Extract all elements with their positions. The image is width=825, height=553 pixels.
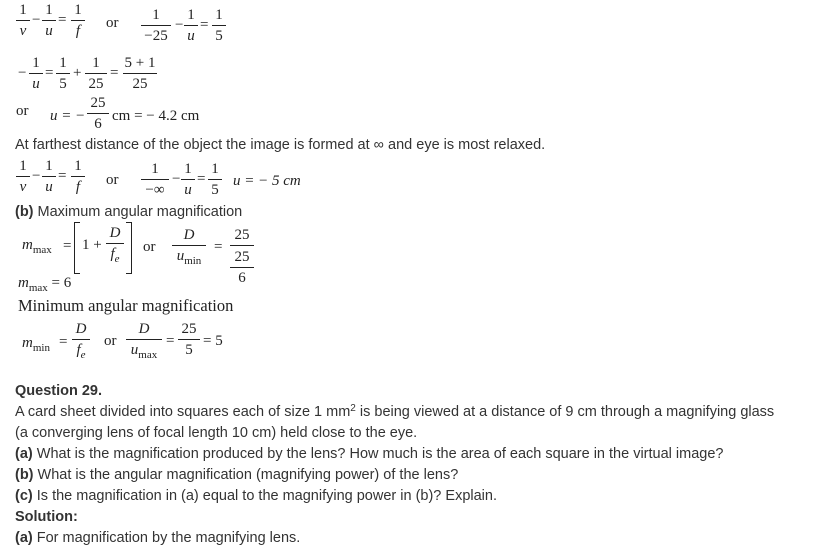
fraction-6-over-25: $\frac{5 + 1}{25}$	[124, 55, 156, 92]
question-text-line1: A card sheet divided into squares each of size 1 $mm^2$ is being viewed at a distance of 9 cm through a magnifying glass	[15, 403, 775, 420]
fraction-25-over-6: $\frac{25}{6}$	[87, 96, 109, 132]
question-title: Question 29.	[15, 383, 103, 399]
bracket-left	[74, 222, 80, 274]
fraction-25-over-25-6: 25 25 6	[230, 228, 254, 286]
fraction-1-over-v: $\frac{1}{v}$	[16, 159, 30, 195]
bracket-right	[126, 222, 132, 274]
fraction-1-over-v: $\frac{1}{v}$	[16, 3, 30, 39]
fraction-1-over-25: $\frac{1}{25}$	[85, 56, 107, 92]
fraction-1-over-5: $\frac{1}{5}$	[56, 56, 70, 92]
fraction-1-over-minus-infinity: 1 −∞	[141, 162, 169, 198]
fraction-1-over-u: $\frac{1}{u}$	[42, 159, 56, 195]
minimum-magnification-heading: Minimum angular magnification	[18, 296, 234, 315]
fraction-D-over-fe: $\frac{D}{f_e}$	[72, 322, 90, 361]
fraction-1-over-minus25: $\frac{1}{-25}$	[141, 8, 171, 44]
m-max-symbol: $m_{max}$	[22, 237, 52, 256]
fraction-1-over-u: $\frac{1}{u}$	[181, 162, 195, 198]
fraction-1-over-f: $\frac{1}{f}$	[71, 159, 85, 195]
fraction-1-over-f: $\frac{1}{f}$	[71, 3, 85, 39]
fraction-D-over-umin: D $u_{min}$	[172, 228, 206, 267]
fraction-D-over-umax: D $u_{max}$	[126, 322, 162, 361]
fraction-1-over-5: $\frac{1}{5}$	[212, 8, 226, 44]
question-part-a: (a) What is the magnification produced by the lens? How much is the area of each square in the virtual image?	[15, 446, 724, 462]
part-b-heading: (b) Maximum angular magnification	[15, 204, 243, 220]
solution-part-a: (a) For magnification by the magnifying lens.	[15, 530, 301, 546]
minus-sign: −	[32, 12, 41, 28]
question-part-c: (c) Is the magnification in (a) equal to the magnifying power in (b)? Explain.	[15, 488, 497, 504]
fraction-1-over-5: $\frac{1}{5}$	[208, 162, 222, 198]
fraction-1-over-u: $\frac{1}{u}$	[184, 8, 198, 44]
m-min-symbol: $m_{min}$	[22, 335, 50, 354]
question-part-b: (b) What is the angular magnification (magnifying power) of the lens?	[15, 467, 459, 483]
farthest-distance-text: At farthest distance of the object the image is formed at ∞ and eye is most relaxed.	[15, 137, 546, 153]
equals-sign: =	[58, 12, 67, 28]
equation-m-max-value: $m_{max} = 6$	[18, 275, 72, 294]
or-text: or	[106, 15, 119, 31]
question-text-line2: (a converging lens of focal length 10 cm) held close to the eye.	[15, 425, 418, 441]
fraction-1-over-u: $\frac{1}{u}$	[29, 56, 43, 92]
solution-heading: Solution:	[15, 509, 78, 525]
fraction-D-over-fe: $\frac{D}{f_e}$	[106, 226, 124, 265]
fraction-1-over-u: $\frac{1}{u}$	[42, 3, 56, 39]
fraction-25-over-5: $\frac{25}{5}$	[178, 322, 200, 358]
